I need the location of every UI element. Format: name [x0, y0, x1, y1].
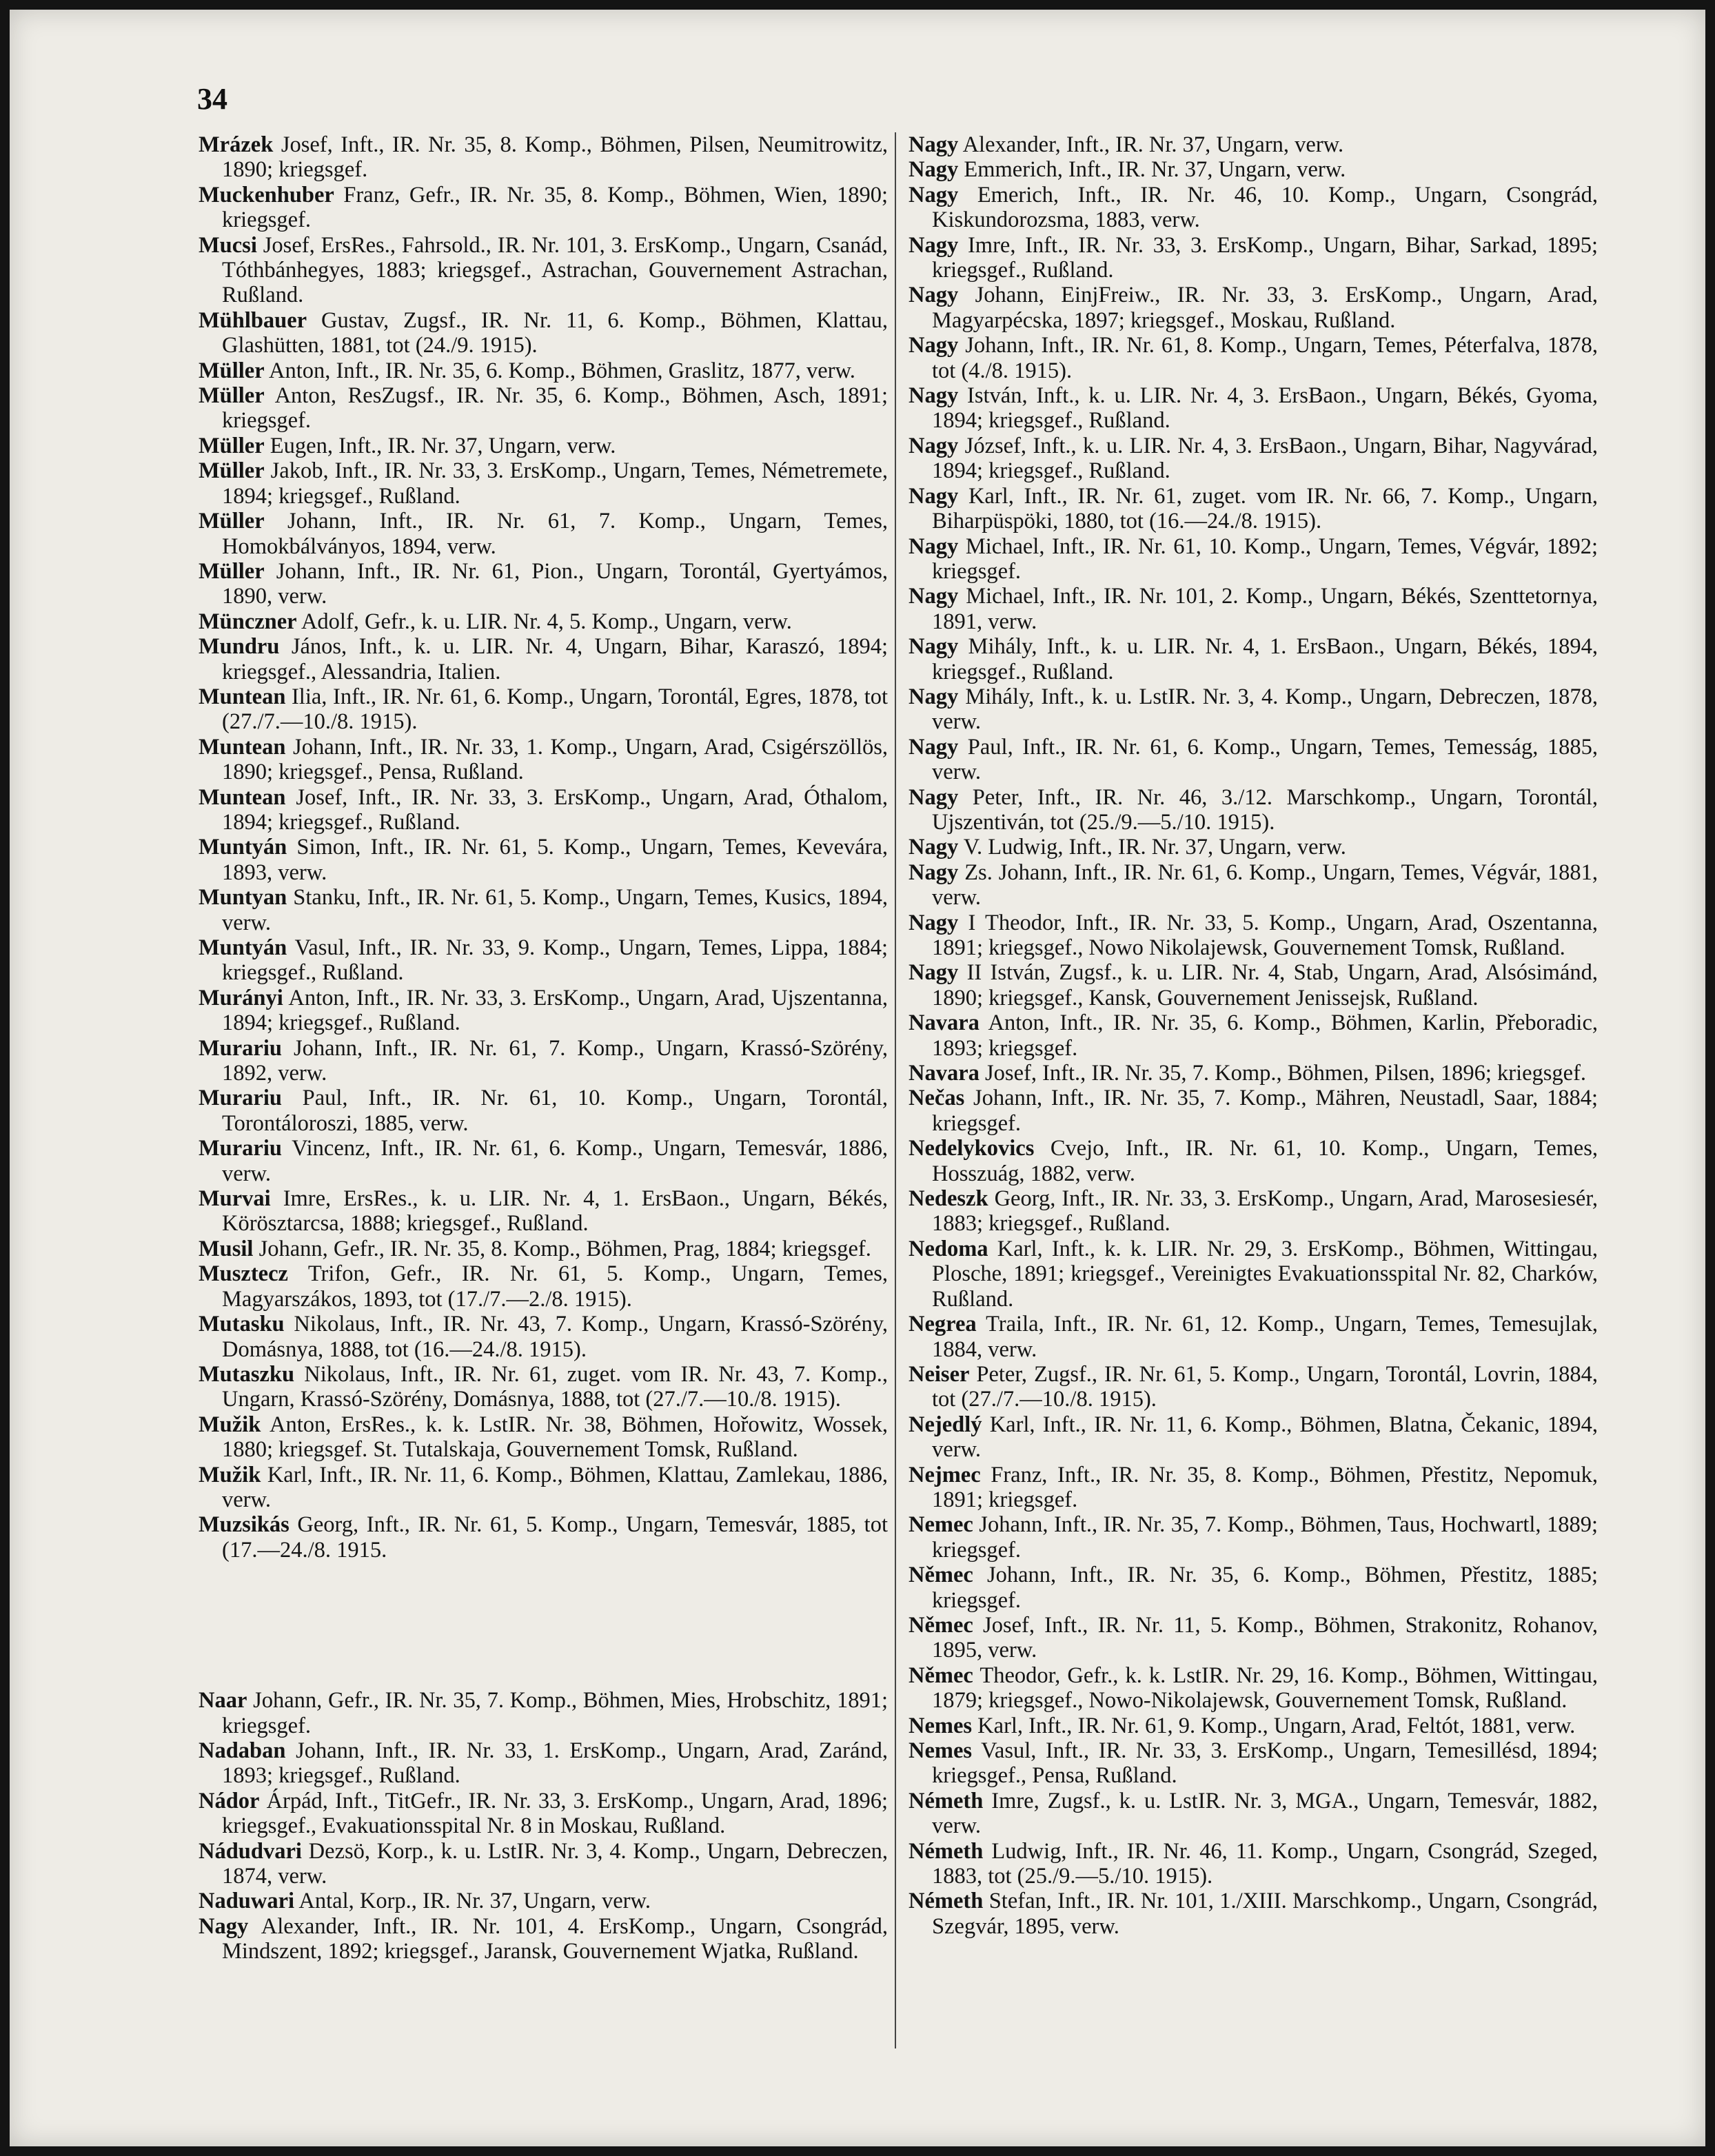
entry-details: Mihály, Inft., k. u. LstIR. Nr. 3, 4. Komp., Ungarn, Debreczen, 1878, verw. — [932, 684, 1599, 735]
entry-details: Vasul, Inft., IR. Nr. 33, 9. Komp., Ungarn, Temes, Lippa, 1884; kriegsgef., Rußland. — [222, 935, 888, 986]
entry-details: Karl, Inft., IR. Nr. 61, 9. Komp., Ungarn, Arad, Feltót, 1881, verw. — [977, 1713, 1576, 1738]
section-gap — [199, 1563, 888, 1688]
list-entry — [199, 785, 888, 835]
entry-surname: Negrea — [909, 1312, 977, 1337]
entry-surname: Mutaszku — [199, 1361, 295, 1387]
list-entry — [199, 935, 888, 986]
entry-surname: Müller — [199, 433, 265, 458]
entry-surname: Nejedlý — [909, 1412, 982, 1437]
entry-details: Josef, Inft., IR. Nr. 33, 3. ErsKomp., Ungarn, Arad, Óthalom, 1894; kriegsgef., Rußland. — [222, 784, 888, 835]
entry-details: Dezsö, Korp., k. u. LstIR. Nr. 3, 4. Komp., Ungarn, Debreczen, 1874, verw. — [222, 1838, 889, 1889]
entry-details: Josef, Inft., IR. Nr. 35, 7. Komp., Böhmen, Pilsen, 1896; kriegsgef. — [985, 1061, 1587, 1086]
list-entry — [909, 233, 1598, 283]
entry-details: Peter, Inft., IR. Nr. 46, 3./12. Marschkomp., Ungarn, Torontál, Ujszentiván, tot (25./9.—5./10. 1915). — [932, 784, 1599, 835]
entry-details: II István, Zugsf., k. u. LIR. Nr. 4, Stab, Ungarn, Arad, Alsósimánd, 1890; kriegsgef., Kansk, Gouvernement Jenissejsk, Rußland. — [932, 960, 1599, 1010]
entry-details: Anton, Inft., IR. Nr. 35, 6. Komp., Böhmen, Graslitz, 1877, verw. — [269, 358, 855, 383]
entry-details: V. Ludwig, Inft., IR. Nr. 37, Ungarn, verw. — [963, 835, 1346, 860]
entry-surname: Nagy — [909, 383, 959, 409]
list-entry — [909, 911, 1598, 961]
entry-details: Emmerich, Inft., IR. Nr. 37, Ungarn, verw. — [964, 157, 1346, 183]
entry-surname: Musztecz — [199, 1261, 288, 1287]
entry-surname: Murariu — [199, 1086, 282, 1111]
list-entry — [199, 559, 888, 609]
list-entry — [909, 484, 1598, 534]
entry-details: Alexander, Inft., IR. Nr. 101, 4. ErsKomp., Ungarn, Csongrád, Mindszent, 1892; kriegsgef., Jaransk, Gouvernement Wjatka, Rußland. — [222, 1913, 888, 1964]
entry-details: Johann, Gefr., IR. Nr. 35, 8. Komp., Böhmen, Prag, 1884; kriegsgef. — [258, 1236, 871, 1261]
entry-details: Stefan, Inft., IR. Nr. 101, 1./XIII. Marschkomp., Ungarn, Csongrád, Szegvár, 1895, verw. — [932, 1889, 1598, 1939]
list-entry — [909, 960, 1598, 1010]
entry-details: Mihály, Inft., k. u. LIR. Nr. 4, 1. ErsBaon., Ungarn, Békés, 1894, kriegsgef., Rußland. — [932, 634, 1599, 684]
list-entry — [199, 735, 888, 785]
list-entry — [199, 1463, 888, 1513]
list-entry — [909, 1186, 1598, 1237]
entry-details: Paul, Inft., IR. Nr. 61, 10. Komp., Ungarn, Torontál, Torontáloroszi, 1885, verw. — [222, 1086, 888, 1136]
list-entry — [909, 1412, 1598, 1463]
entry-details: Johann, Inft., IR. Nr. 61, 7. Komp., Ungarn, Temes, Homokbálványos, 1894, verw. — [222, 509, 889, 559]
list-entry — [909, 1512, 1598, 1563]
entry-surname: Nedelykovics — [909, 1136, 1035, 1161]
list-entry — [909, 1789, 1598, 1839]
entry-surname: Nagy — [909, 634, 959, 660]
entry-surname: Nagy — [199, 1913, 249, 1939]
entry-details: Josef, Inft., IR. Nr. 35, 8. Komp., Böhmen, Pilsen, Neumitrowitz, 1890; kriegsgef. — [222, 132, 888, 183]
entry-surname: Navara — [909, 1061, 980, 1086]
entry-details: Josef, ErsRes., Fahrsold., IR. Nr. 101, 3. ErsKomp., Ungarn, Csanád, Tóthbánhegyes, 1883; kriegsgef., Astrachan, Gouvernement Astrachan, Rußland. — [222, 232, 888, 308]
entry-surname: Nagy — [909, 734, 959, 760]
entry-surname: Mutasku — [199, 1312, 285, 1337]
entry-surname: Muzsikás — [199, 1512, 290, 1538]
entry-details: Franz, Gefr., IR. Nr. 35, 8. Komp., Böhmen, Wien, 1890; kriegsgef. — [222, 182, 889, 233]
entry-surname: Nagy — [909, 283, 959, 308]
entry-details: Imre, Zugsf., k. u. LstIR. Nr. 3, MGA., Ungarn, Temesvár, 1882, verw. — [932, 1788, 1599, 1839]
entry-surname: Müller — [199, 383, 265, 409]
list-entry — [199, 1688, 888, 1738]
entry-surname: Nadaban — [199, 1738, 286, 1763]
list-entry — [199, 1914, 888, 1964]
entry-details: Karl, Inft., k. k. LIR. Nr. 29, 3. ErsKomp., Böhmen, Wittingau, Plosche, 1891; kriegsgef., Vereinigtes Evakuationsspital Nr. 82, Charków, Rußland. — [932, 1236, 1599, 1312]
entry-details: Josef, Inft., IR. Nr. 11, 5. Komp., Böhmen, Strakonitz, Rohanov, 1895, verw. — [932, 1612, 1598, 1663]
entry-surname: Nagy — [909, 483, 959, 509]
entry-details: Johann, Inft., IR. Nr. 61, 8. Komp., Ungarn, Temes, Péterfalva, 1878, tot (4./8. 1915). — [932, 333, 1598, 383]
list-entry — [199, 509, 888, 559]
entry-details: Ludwig, Inft., IR. Nr. 46, 11. Komp., Ungarn, Csongrád, Szeged, 1883, tot (25./9.—5./10. 1915). — [932, 1838, 1599, 1889]
list-entry — [909, 1563, 1598, 1613]
entry-surname: Nečas — [909, 1086, 965, 1111]
entry-details: János, Inft., k. u. LIR. Nr. 4, Ungarn, Bihar, Karaszó, 1894; kriegsgef., Alessandria, Italien. — [222, 634, 888, 684]
entry-surname: Nagy — [909, 333, 959, 358]
entry-details: Imre, ErsRes., k. u. LIR. Nr. 4, 1. ErsBaon., Ungarn, Békés, Körösztarcsa, 1888; kriegsgef., Rußland. — [222, 1186, 889, 1237]
list-entry — [909, 634, 1598, 684]
entry-surname: Nagy — [909, 433, 959, 458]
list-entry — [199, 1086, 888, 1136]
entry-details: Johann, EinjFreiw., IR. Nr. 33, 3. ErsKomp., Ungarn, Arad, Magyarpécska, 1897; kriegsgef., Moskau, Rußland. — [932, 283, 1598, 333]
entry-surname: Němec — [909, 1612, 973, 1638]
list-entry — [199, 609, 888, 634]
list-entry — [909, 1362, 1598, 1412]
entry-surname: Němec — [909, 1563, 973, 1588]
list-entry — [909, 1086, 1598, 1136]
list-entry — [199, 1036, 888, 1086]
page-number: 34 — [197, 82, 227, 116]
entry-details: Árpád, Inft., TitGefr., IR. Nr. 33, 3. ErsKomp., Ungarn, Arad, 1896; kriegsgef., Evakuationsspital Nr. 8 in Moskau, Rußland. — [222, 1788, 888, 1839]
list-entry — [909, 684, 1598, 735]
entry-surname: Mrázek — [199, 132, 274, 157]
list-entry — [199, 1186, 888, 1237]
entry-surname: Nagy — [909, 684, 959, 709]
entry-details: Johann, Inft., IR. Nr. 35, 7. Komp., Mähren, Neustadl, Saar, 1884; kriegsgef. — [932, 1086, 1598, 1136]
entry-surname: Muntean — [199, 734, 286, 760]
list-entry — [909, 735, 1598, 785]
entry-surname: Müller — [199, 509, 265, 534]
list-entry — [909, 785, 1598, 835]
list-entry — [199, 1261, 888, 1312]
entry-surname: Mužik — [199, 1412, 261, 1437]
entry-surname: Nemec — [909, 1512, 973, 1538]
entry-surname: Naar — [199, 1688, 247, 1713]
entry-details: István, Inft., k. u. LIR. Nr. 4, 3. ErsBaon., Ungarn, Békés, Gyoma, 1894; kriegsgef., Rußland. — [932, 383, 1598, 434]
entry-details: Johann, Inft., IR. Nr. 35, 6. Komp., Böhmen, Přestitz, 1885; kriegsgef. — [932, 1563, 1598, 1613]
entry-details: Trifon, Gefr., IR. Nr. 61, 5. Komp., Ungarn, Temes, Magyarszákos, 1893, tot (17./7.—2./8. 1915). — [222, 1261, 888, 1312]
entry-surname: Nagy — [909, 784, 959, 810]
entry-details: Johann, Inft., IR. Nr. 33, 1. ErsKomp., Ungarn, Arad, Zaránd, 1893; kriegsgef., Rußland. — [222, 1738, 888, 1789]
entry-details: Johann, Inft., IR. Nr. 35, 7. Komp., Böhmen, Taus, Hochwartl, 1889; kriegsgef. — [932, 1512, 1599, 1563]
entry-surname: Nagy — [909, 533, 959, 559]
list-entry — [909, 157, 1598, 182]
list-entry — [909, 1237, 1598, 1312]
list-entry — [199, 1738, 888, 1789]
entry-surname: Muntean — [199, 684, 286, 709]
entry-surname: Nedoma — [909, 1236, 988, 1261]
entry-surname: Müller — [199, 358, 265, 383]
entry-details: Johann, Gefr., IR. Nr. 35, 7. Komp., Böhmen, Mies, Hrobschitz, 1891; kriegsgef. — [222, 1688, 888, 1738]
list-entry — [909, 1463, 1598, 1513]
entry-details: Anton, Inft., IR. Nr. 33, 3. ErsKomp., Ungarn, Arad, Ujszentanna, 1894; kriegsgef., Rußland. — [222, 985, 888, 1036]
entry-surname: Nádudvari — [199, 1838, 302, 1864]
entry-surname: Mucsi — [199, 232, 257, 258]
entry-details: Nikolaus, Inft., IR. Nr. 43, 7. Komp., Ungarn, Krassó-Szörény, Domásnya, 1888, tot (16.—24./8. 1915). — [222, 1312, 888, 1362]
entry-surname: Nagy — [909, 835, 959, 860]
entry-details: Theodor, Gefr., k. k. LstIR. Nr. 29, 16. Komp., Böhmen, Wittingau, 1879; kriegsgef., Nowo-Nikolajewsk, Gouvernement Tomsk, Rußland. — [932, 1662, 1598, 1713]
entry-surname: Nagy — [909, 910, 959, 935]
list-entry — [199, 684, 888, 735]
list-entry — [909, 835, 1598, 860]
entry-details: Nikolaus, Inft., IR. Nr. 61, zuget. vom IR. Nr. 43, 7. Komp., Ungarn, Krassó-Szörény, Domásnya, 1888, tot (27./7.—10./8. 1915). — [222, 1361, 889, 1412]
list-entry — [909, 1663, 1598, 1713]
list-entry — [199, 986, 888, 1036]
entry-details: Michael, Inft., IR. Nr. 101, 2. Komp., Ungarn, Békés, Szenttetornya, 1891, verw. — [932, 584, 1599, 634]
entry-surname: Muntyan — [199, 885, 287, 911]
list-entry — [909, 132, 1598, 157]
list-entry — [909, 1713, 1598, 1738]
entry-surname: Nagy — [909, 232, 959, 258]
list-entry — [199, 1839, 888, 1889]
entry-surname: Nagy — [909, 182, 959, 207]
list-entry — [909, 1889, 1598, 1939]
entry-details: Imre, Inft., IR. Nr. 33, 3. ErsKomp., Ungarn, Bihar, Sarkad, 1895; kriegsgef., Rußland. — [932, 232, 1599, 283]
entry-details: Eugen, Inft., IR. Nr. 37, Ungarn, verw. — [270, 433, 616, 458]
list-entry — [909, 1010, 1598, 1061]
entry-surname: Murariu — [199, 1136, 282, 1161]
entry-surname: Navara — [909, 1010, 980, 1036]
entry-details: Emerich, Inft., IR. Nr. 46, 10. Komp., Ungarn, Csongrád, Kiskundorozsma, 1883, verw. — [932, 182, 1599, 233]
entry-surname: Němec — [909, 1662, 973, 1688]
list-entry — [909, 1312, 1598, 1362]
list-entry — [909, 1613, 1598, 1663]
list-entry — [199, 183, 888, 233]
entry-details: Georg, Inft., IR. Nr. 61, 5. Komp., Ungarn, Temesvár, 1885, tot (17.—24./8. 1915. — [222, 1512, 888, 1563]
entry-surname: Muntyán — [199, 935, 287, 960]
entry-surname: Nagy — [909, 157, 959, 183]
entry-surname: Nádor — [199, 1788, 260, 1813]
column-divider — [895, 132, 896, 2048]
list-entry — [199, 1412, 888, 1463]
entry-surname: Neiser — [909, 1361, 970, 1387]
list-entry — [909, 383, 1598, 434]
entry-surname: Murányi — [199, 985, 283, 1010]
entry-details: Johann, Inft., IR. Nr. 33, 1. Komp., Ungarn, Arad, Csigérszöllös, 1890; kriegsgef., Pensa, Rußland. — [222, 734, 889, 785]
list-entry — [909, 333, 1598, 383]
entry-surname: Nejmec — [909, 1462, 981, 1487]
entry-details: Paul, Inft., IR. Nr. 61, 6. Komp., Ungarn, Temes, Temesság, 1885, verw. — [932, 734, 1599, 785]
entry-details: Antal, Korp., IR. Nr. 37, Ungarn, verw. — [298, 1889, 651, 1914]
list-entry — [909, 1061, 1598, 1086]
list-entry — [909, 584, 1598, 634]
entry-details: Gustav, Zugsf., IR. Nr. 11, 6. Komp., Böhmen, Klattau, Glashütten, 1881, tot (24./9. 1915). — [222, 307, 888, 358]
entry-surname: Muntean — [199, 784, 286, 810]
entry-surname: Mühlbauer — [199, 307, 307, 333]
entry-details: Johann, Inft., IR. Nr. 61, 7. Komp., Ungarn, Krassó-Szörény, 1892, verw. — [222, 1035, 888, 1086]
entry-details: Jakob, Inft., IR. Nr. 33, 3. ErsKomp., Ungarn, Temes, Németremete, 1894; kriegsgef., Rußland. — [222, 458, 888, 509]
list-entry — [199, 383, 888, 434]
entry-details: Adolf, Gefr., k. u. LIR. Nr. 4, 5. Komp., Ungarn, verw. — [301, 609, 792, 634]
list-entry — [199, 634, 888, 684]
entry-surname: Németh — [909, 1788, 984, 1813]
entry-surname: Müller — [199, 558, 265, 584]
list-entry — [199, 358, 888, 383]
entry-details: Ilia, Inft., IR. Nr. 61, 6. Komp., Ungarn, Torontál, Egres, 1878, tot (27./7.—10./8. 1915). — [222, 684, 888, 735]
list-entry — [199, 1889, 888, 1913]
entry-details: Karl, Inft., IR. Nr. 11, 6. Komp., Böhmen, Klattau, Zamlekau, 1886, verw. — [222, 1462, 889, 1512]
list-entry — [199, 1237, 888, 1261]
entry-details: Johann, Inft., IR. Nr. 61, Pion., Ungarn, Torontál, Gyertyámos, 1890, verw. — [222, 558, 888, 609]
entry-surname: Musil — [199, 1236, 254, 1261]
list-entry — [909, 434, 1598, 484]
list-entry — [909, 1738, 1598, 1789]
entry-surname: Németh — [909, 1838, 984, 1864]
list-entry — [909, 183, 1598, 233]
entry-details: Karl, Inft., IR. Nr. 11, 6. Komp., Böhmen, Blatna, Čekanic, 1894, verw. — [932, 1412, 1599, 1463]
list-entry — [909, 1839, 1598, 1889]
list-entry — [199, 308, 888, 358]
entry-details: I Theodor, Inft., IR. Nr. 33, 5. Komp., Ungarn, Arad, Oszentanna, 1891; kriegsgef., Nowo Nikolajewsk, Gouvernement Tomsk, Rußland. — [932, 910, 1599, 960]
entry-details: Vasul, Inft., IR. Nr. 33, 3. ErsKomp., Ungarn, Temesillésd, 1894; kriegsgef., Pensa, Rußland. — [932, 1738, 1598, 1789]
entry-surname: Münczner — [199, 609, 297, 634]
entry-surname: Nagy — [909, 860, 959, 885]
left-column — [199, 132, 888, 1964]
list-entry — [199, 1789, 888, 1839]
list-entry — [199, 835, 888, 885]
entry-surname: Nemes — [909, 1738, 973, 1763]
entry-surname: Németh — [909, 1889, 984, 1914]
entry-details: József, Inft., k. u. LIR. Nr. 4, 3. ErsBaon., Ungarn, Bihar, Nagyvárad, 1894; kriegsgef., Rußland. — [932, 433, 1598, 484]
entry-surname: Muckenhuber — [199, 182, 334, 207]
entry-surname: Mužik — [199, 1462, 261, 1487]
page — [10, 10, 1705, 2146]
list-entry — [199, 458, 888, 509]
entry-details: Traila, Inft., IR. Nr. 61, 12. Komp., Ungarn, Temes, Temesujlak, 1884, verw. — [932, 1312, 1598, 1362]
entry-details: Simon, Inft., IR. Nr. 61, 5. Komp., Ungarn, Temes, Kevevára, 1893, verw. — [222, 835, 888, 885]
list-entry — [199, 1312, 888, 1362]
list-entry — [199, 233, 888, 308]
entry-surname: Murvai — [199, 1186, 271, 1212]
entry-details: Anton, Inft., IR. Nr. 35, 6. Komp., Böhmen, Karlin, Přeboradic, 1893; kriegsgef. — [932, 1010, 1598, 1061]
entry-surname: Nemes — [909, 1713, 973, 1738]
list-entry — [199, 1136, 888, 1186]
list-entry — [199, 434, 888, 458]
list-entry — [909, 283, 1598, 333]
entry-surname: Nagy — [909, 584, 959, 609]
entry-details: Michael, Inft., IR. Nr. 61, 10. Komp., Ungarn, Temes, Végvár, 1892; kriegsgef. — [932, 533, 1599, 584]
entry-details: Georg, Inft., IR. Nr. 33, 3. ErsKomp., Ungarn, Arad, Marosesiesér, 1883; kriegsgef., Rußland. — [932, 1186, 1599, 1237]
entry-details: Anton, ErsRes., k. k. LstIR. Nr. 38, Böhmen, Hořowitz, Wossek, 1880; kriegsgef. St. Tutalskaja, Gouvernement Tomsk, Rußland. — [222, 1412, 888, 1463]
entry-details: Alexander, Inft., IR. Nr. 37, Ungarn, verw. — [962, 132, 1344, 157]
list-entry — [199, 132, 888, 183]
list-entry — [909, 1136, 1598, 1186]
entry-details: Peter, Zugsf., IR. Nr. 61, 5. Komp., Ungarn, Torontál, Lovrin, 1884, tot (27./7.—10./8. 1915). — [932, 1361, 1598, 1412]
entry-surname: Muntyán — [199, 835, 287, 860]
entry-surname: Nedeszk — [909, 1186, 988, 1212]
entry-surname: Müller — [199, 458, 265, 484]
entry-details: Zs. Johann, Inft., IR. Nr. 61, 6. Komp., Ungarn, Temes, Végvár, 1881, verw. — [932, 860, 1599, 911]
entry-details: Cvejo, Inft., IR. Nr. 61, 10. Komp., Ungarn, Temes, Hosszuág, 1882, verw. — [932, 1136, 1598, 1186]
entry-surname: Nagy — [909, 132, 959, 157]
entry-surname: Nagy — [909, 960, 959, 986]
entry-details: Vincenz, Inft., IR. Nr. 61, 6. Komp., Ungarn, Temesvár, 1886, verw. — [222, 1136, 888, 1186]
entry-details: Franz, Inft., IR. Nr. 35, 8. Komp., Böhmen, Přestitz, Nepomuk, 1891; kriegsgef. — [932, 1462, 1599, 1512]
list-entry — [199, 885, 888, 935]
right-column — [909, 132, 1598, 1939]
list-entry — [909, 534, 1598, 584]
entry-surname: Murariu — [199, 1035, 282, 1061]
entry-surname: Naduwari — [199, 1889, 295, 1914]
list-entry — [199, 1362, 888, 1412]
entry-details: Anton, ResZugsf., IR. Nr. 35, 6. Komp., Böhmen, Asch, 1891; kriegsgef. — [222, 383, 888, 434]
list-entry — [199, 1512, 888, 1563]
entry-details: Stanku, Inft., IR. Nr. 61, 5. Komp., Ungarn, Temes, Kusics, 1894, verw. — [222, 885, 889, 935]
entry-details: Karl, Inft., IR. Nr. 61, zuget. vom IR. Nr. 66, 7. Komp., Ungarn, Biharpüspöki, 1880, tot (16.—24./8. 1915). — [932, 483, 1598, 534]
entry-surname: Mundru — [199, 634, 280, 660]
list-entry — [909, 860, 1598, 911]
